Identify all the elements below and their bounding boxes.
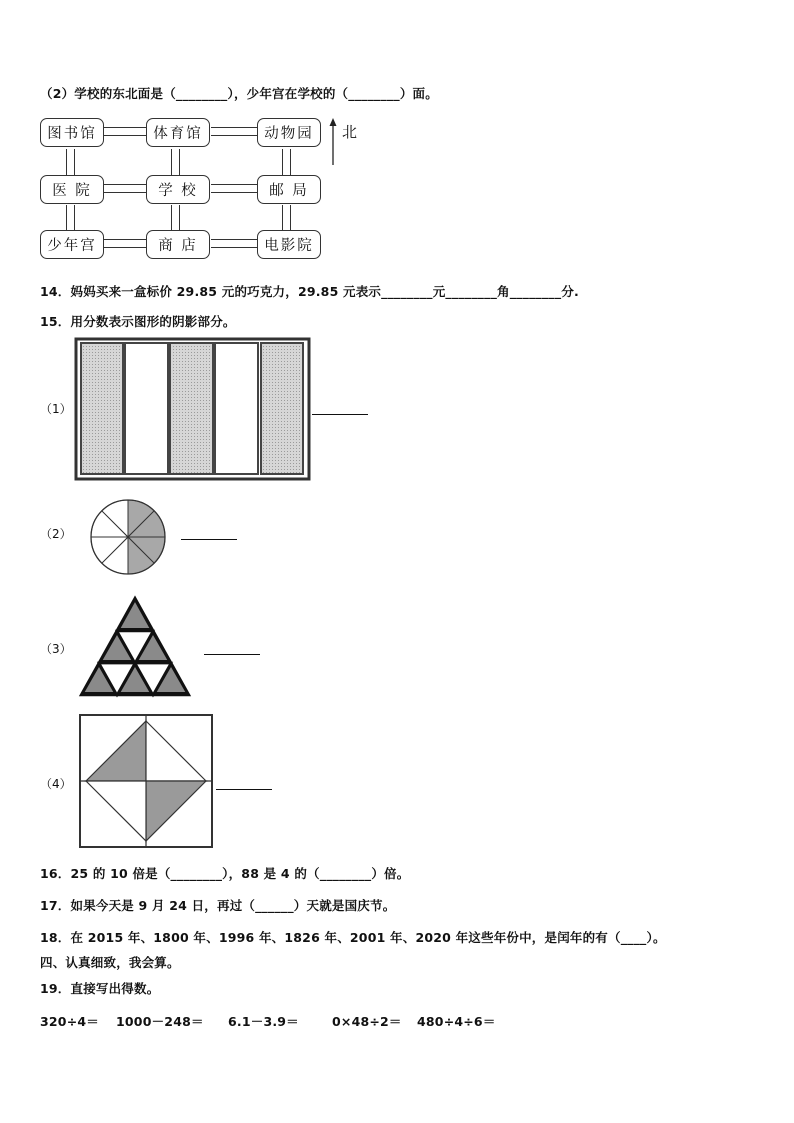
place-hospital: 医 院 (40, 175, 104, 204)
figure-3-triangles (78, 595, 198, 699)
road (103, 127, 148, 136)
figure-4-label: （4） (40, 777, 72, 791)
north-arrow-icon (327, 118, 339, 166)
q19-item: 0×48÷2＝ (332, 1014, 402, 1029)
figure-1-label: （1） (40, 402, 72, 416)
road (66, 149, 75, 177)
road (171, 205, 180, 233)
place-zoo: 动物园 (257, 118, 321, 147)
q19-item: 480÷4÷6＝ (417, 1014, 496, 1029)
place-youth-palace: 少年宫 (40, 230, 104, 259)
figure-1-answer-line[interactable] (312, 414, 368, 415)
north-label: 北 (342, 123, 358, 141)
road (66, 205, 75, 233)
place-gym: 体育馆 (146, 118, 210, 147)
figure-2-circle (84, 497, 174, 577)
road (282, 205, 291, 233)
place-school: 学 校 (146, 175, 210, 204)
place-library: 图书馆 (40, 118, 104, 147)
road (211, 239, 259, 248)
figure-2-answer-line[interactable] (181, 539, 237, 540)
q19-item: 6.1－3.9＝ (228, 1014, 299, 1029)
q19-item: 320÷4＝ (40, 1014, 99, 1029)
figure-4-square (78, 712, 218, 850)
figure-3-label: （3） (40, 642, 72, 656)
q16-text: 16．25 的 10 倍是（________），88 是 4 的（________）倍。 (40, 866, 410, 881)
figure-2-label: （2） (40, 527, 72, 541)
place-shop: 商 店 (146, 230, 210, 259)
road (171, 149, 180, 177)
road (211, 127, 259, 136)
q14-text: 14．妈妈买来一盒标价 29.85 元的巧克力，29.85 元表示________元________角________分. (40, 284, 579, 299)
q19-title: 19．直接写出得数。 (40, 981, 160, 996)
q17-text: 17．如果今天是 9 月 24 日，再过（______）天就是国庆节。 (40, 898, 396, 913)
road (282, 149, 291, 177)
q15-title: 15．用分数表示图形的阴影部分。 (40, 314, 236, 329)
section-4-heading: 四、认真细致，我会算。 (40, 955, 180, 970)
figure-3-answer-line[interactable] (204, 654, 260, 655)
road (103, 184, 148, 193)
figure-4-answer-line[interactable] (216, 789, 272, 790)
campus-map (40, 115, 370, 265)
place-cinema: 电影院 (257, 230, 321, 259)
q18-text: 18．在 2015 年、1800 年、1996 年、1826 年、2001 年、2020 年这些年份中，是闰年的有（____）。 (40, 930, 666, 945)
road (211, 184, 259, 193)
place-post-office: 邮 局 (257, 175, 321, 204)
q19-item: 1000－248＝ (116, 1014, 204, 1029)
q13-part2-text: （2）学校的东北面是（________），少年宫在学校的（________）面。 (40, 86, 438, 101)
road (103, 239, 148, 248)
figure-1-strips (74, 337, 314, 482)
